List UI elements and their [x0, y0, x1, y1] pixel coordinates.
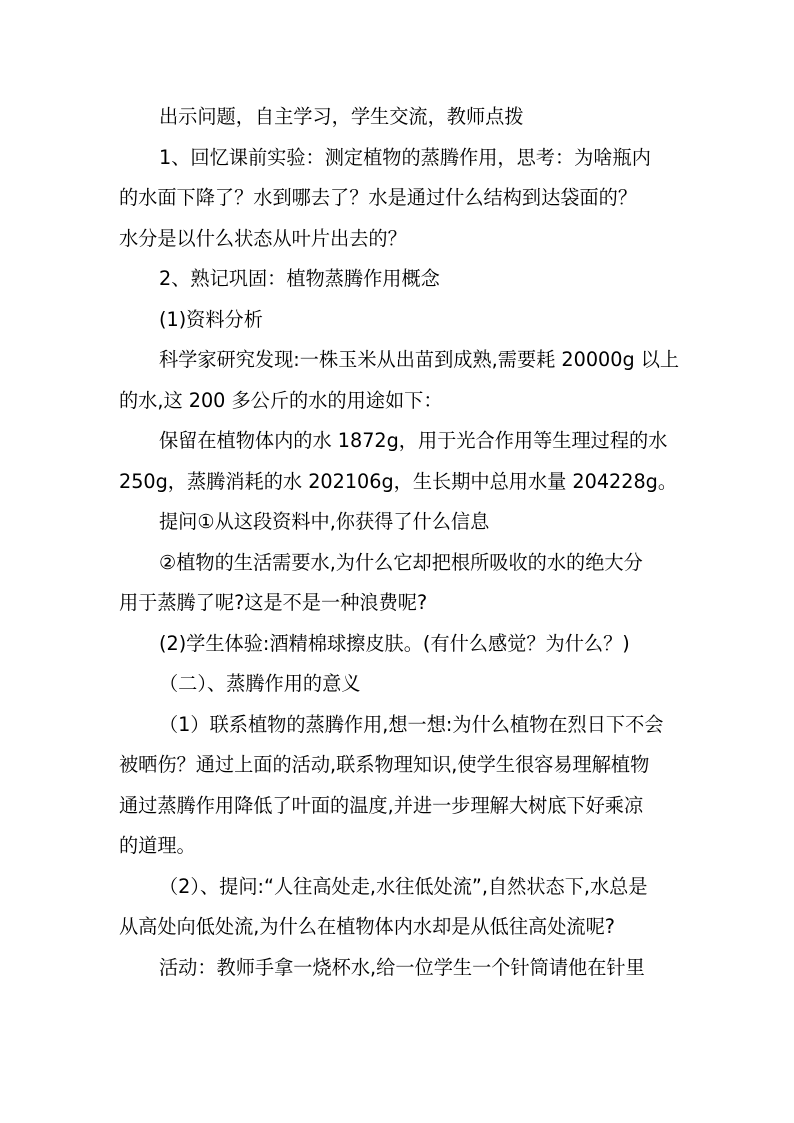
paragraph-line: （2）、提问:“人往高处走,水往低处流”,自然状态下,水总是 — [159, 874, 648, 898]
paragraph-line: 提问①从这段资料中,你获得了什么信息 — [159, 510, 490, 533]
paragraph-line: 被晒伤？通过上面的活动,联系物理知识,使学生很容易理解植物 — [119, 753, 650, 776]
paragraph-line: 的道理。 — [119, 834, 196, 857]
paragraph-line: 从高处向低处流,为什么在植物体内水却是从低往高处流呢? — [119, 915, 615, 938]
paragraph-line: 的水面下降了？水到哪去了？水是通过什么结构到达袋面的？ — [119, 186, 638, 209]
paragraph-line: 科学家研究发现:一株玉米从出苗到成熟,需要耗 20000g 以上 — [159, 348, 680, 371]
paragraph-line: 通过蒸腾作用降低了叶面的温度,并进一步理解大树底下好乘凉 — [119, 793, 644, 817]
paragraph-line: (2)学生体验:酒精棉球擦皮肤。(有什么感觉？为什么？) — [159, 631, 630, 655]
paragraph-line: ②植物的生活需要水,为什么它却把根所吸收的水的绝大分 — [159, 550, 643, 574]
paragraph-line: 的水,这 200 多公斤的水的用途如下： — [119, 388, 443, 412]
paragraph-line: 1、回忆课前实验：测定植物的蒸腾作用，思考：为啥瓶内 — [159, 145, 651, 169]
paragraph-line: 出示问题，自主学习，学生交流，教师点拨 — [159, 105, 524, 128]
paragraph-line: 2、熟记巩固：植物蒸腾作用概念 — [159, 267, 440, 290]
document-body — [119, 97, 679, 988]
paragraph-line: 用于蒸腾了呢?这是不是一种浪费呢? — [119, 591, 428, 614]
paragraph-line: 保留在植物体内的水 1872g，用于光合作用等生理过程的水 — [159, 429, 668, 452]
paragraph-line: （二）、蒸腾作用的意义 — [159, 672, 361, 695]
paragraph-line: 活动：教师手拿一烧杯水,给一位学生一个针筒请他在针里 — [159, 955, 645, 979]
paragraph-line: 水分是以什么状态从叶片出去的？ — [119, 226, 407, 250]
paragraph-line: 250g，蒸腾消耗的水 202106g，生长期中总用水量 204228g。 — [119, 469, 678, 493]
paragraph-line: (1)资料分析 — [159, 307, 263, 331]
paragraph-line: （1）联系植物的蒸腾作用,想一想:为什么植物在烈日下不会 — [159, 712, 664, 736]
